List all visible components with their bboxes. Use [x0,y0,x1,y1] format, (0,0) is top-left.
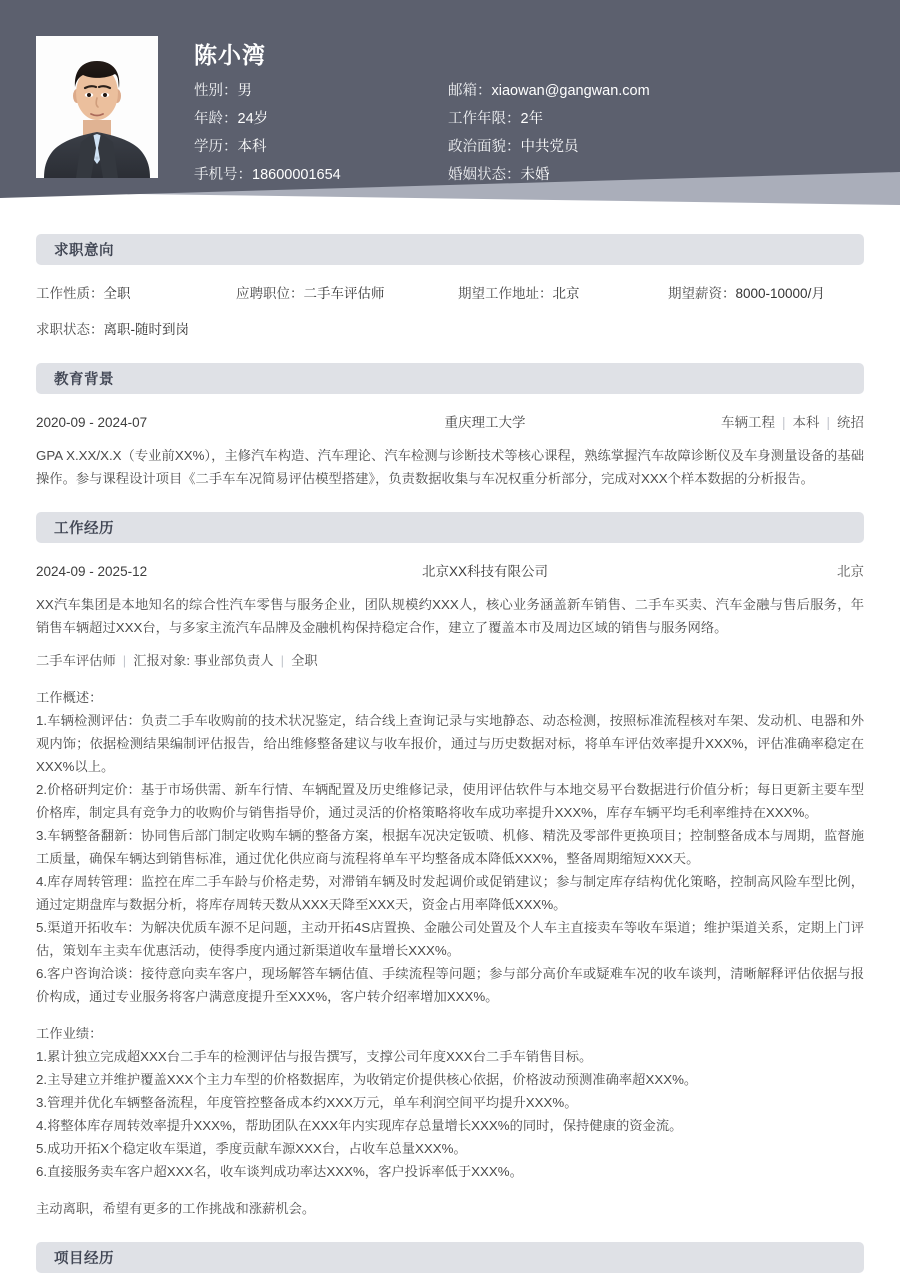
info-marital [448,166,650,184]
section-education [36,363,864,490]
education-degree: 本科 [792,415,820,430]
work-achievements-block [36,1022,864,1183]
info-email-value: xiaowan@gangwan.com [491,83,650,99]
section-project-experience [36,1242,864,1273]
work-achievement-item: 5.成功开拓X个稳定收车渠道，季度贡献车源XXX台，占收车总量XXX%。 [36,1141,467,1156]
resume-header [0,0,900,206]
info-gender-label: 性别： [194,83,238,99]
work-achievement-item: 1.累计独立完成超XXX台二手车的检测评估与报告撰写，支撑公司年度XXX台二手车销售目标。 [36,1049,593,1064]
info-email-label: 邮箱： [448,83,492,99]
info-phone [194,166,448,184]
education-admission: 统招 [837,415,864,430]
work-achievements-label: 工作业绩： [36,1026,103,1041]
education-entry-meta [36,412,864,434]
divider: | [122,653,127,668]
divider: | [826,415,830,430]
intent-job-type-value: 全职 [103,286,131,301]
info-education-label: 学历： [194,139,238,155]
work-duties-label: 工作概述： [36,690,103,705]
work-achievement-item: 4.将整体库存周转效率提升XXX%，帮助团队在XXX年内实现库存总量增长XXX%的同时，保持健康的资金流。 [36,1118,683,1133]
work-role-tags [36,649,864,672]
divider: | [280,653,285,668]
education-description: GPA X.XX/X.X（专业前XX%），主修汽车构造、汽车理论、汽车检测与诊断技术等核心课程，熟练掌握汽车故障诊断仪及车身测量设备的基础操作。参与课程设计项目《二手车车况简易评估模型搭建》，负责数据收集与车况权重分析部分，完成对XXX个样本数据的分析报告。 [36,448,864,486]
info-political-value: 中共党员 [520,139,579,155]
job-intention-row-2 [36,319,864,341]
work-duties-block [36,686,864,1008]
section-header-work [36,512,864,543]
intent-position-value: 二手车评估师 [303,286,385,301]
info-email [448,82,650,100]
info-marital-value: 未婚 [520,167,550,183]
intent-salary-label: 期望薪资： [668,286,736,301]
info-years-label: 工作年限： [448,111,521,127]
section-header-education [36,363,864,394]
work-company: 北京XX科技有限公司 [421,564,548,579]
section-title: 求职意向 [54,243,114,259]
work-achievement-item: 2.主导建立并维护覆盖XXX个主力车型的价格数据库，为收销定价提供核心依据，价格波动预测准确率超XXX%。 [36,1072,698,1087]
info-age-value: 24岁 [237,111,269,127]
work-duty-item: 3.车辆整备翻新：协同售后部门制定收购车辆的整备方案，根据车况决定钣喷、机修、精洗及零部件更换项目；控制整备成本与周期，监督施工质量，确保车辆达到销售标准，通过优化供应商与流程将单车平均整备成本降低XXX%，整备周期缩短XXX天。 [36,828,864,866]
work-duty-item: 4.库存周转管理：监控在库二手车龄与价格走势，对滞销车辆及时发起调价或促销建议；参与制定库存结构优化策略，控制高风险车型比例，通过定期盘库与数据分析，将库存周转天数从XXX天降至XXX天，资金占用率降低XXX%。 [36,874,864,912]
intent-location-value: 北京 [552,286,580,301]
info-political [448,138,650,156]
info-gender-value: 男 [237,83,252,99]
intent-status-value: 离职-随时到岗 [103,322,189,337]
section-work-experience [36,512,864,1220]
intent-position-label: 应聘职位： [236,286,304,301]
intent-status [36,319,189,341]
intent-salary [668,283,825,305]
education-school: 重庆理工大学 [444,415,526,430]
work-location: 北京 [837,564,864,579]
intent-salary-value: 8000-10000/月 [735,286,825,301]
work-closing-note: 主动离职，希望有更多的工作挑战和涨薪机会。 [36,1201,316,1216]
section-title: 项目经历 [54,1251,114,1267]
divider: | [781,415,786,430]
info-age [194,110,448,128]
work-duty-item: 6.客户咨询洽谈：接待意向卖车客户，现场解答车辆估值、手续流程等问题；参与部分高价车或疑难车况的收车谈判，清晰解释评估依据与报价构成，通过专业服务将客户满意度提升至XXX%，客户转介绍率增加XXX%。 [36,966,864,1004]
candidate-photo [36,36,158,178]
work-duty-item: 5.渠道开拓收车：为解决优质车源不足问题，主动开拓4S店置换、金融公司处置及个人车主直接卖车等收车渠道；维护渠道关系，定期上门评估，策划车主卖车优惠活动，使得季度内通过新渠道收车量增长XXX%。 [36,920,864,958]
section-title: 教育背景 [54,372,114,388]
section-header-job-intention [36,234,864,265]
intent-job-type [36,283,236,305]
candidate-info-grid [194,82,650,184]
info-age-label: 年龄： [194,111,238,127]
work-duty-item: 2.价格研判定价：基于市场供需、新车行情、车辆配置及历史维修记录，使用评估软件与本地交易平台数据进行价值分析；每日更新主要车型价格库，制定具有竞争力的收购价与销售指导价，通过灵活的价格策略将收车成功率提升XXX%，库存车辆平均毛利率维持在XXX%。 [36,782,864,820]
info-phone-value: 18600001654 [252,167,341,183]
work-achievement-item: 6.直接服务卖车客户超XXX名，收车谈判成功率达XXX%，客户投诉率低于XXX%。 [36,1164,523,1179]
work-date: 2024-09 - 2025-12 [36,564,148,579]
work-employment-type: 全职 [291,653,318,668]
info-years [448,110,650,128]
info-marital-label: 婚姻状态： [448,167,521,183]
education-tags [634,412,864,434]
work-achievement-item: 3.管理并优化车辆整备流程，年度管控整备成本约XXX万元，单车利润空间平均提升XXX%。 [36,1095,578,1110]
education-date: 2020-09 - 2024-07 [36,415,148,430]
intent-location [458,283,668,305]
intent-job-type-label: 工作性质： [36,286,104,301]
section-header-project [36,1242,864,1273]
info-gender [194,82,448,100]
intent-position [236,283,458,305]
info-political-label: 政治面貌： [448,139,521,155]
education-major: 车辆工程 [720,415,775,430]
candidate-name: 陈小湾 [194,42,266,68]
work-company-intro: XX汽车集团是本地知名的综合性汽车零售与服务企业，团队规模约XXX人，核心业务涵盖新车销售、二手车买卖、汽车金融与售后服务，年销售车辆超过XXX台，与多家主流汽车品牌及金融机构保持稳定合作，建立了覆盖本市及周边区域的销售与服务网络。 [36,597,864,635]
work-entry-meta [36,561,864,583]
work-role-title: 二手车评估师 [36,653,116,668]
work-report-to: 汇报对象: 事业部负责人 [133,653,274,668]
job-intention-row-1 [36,283,864,305]
intent-location-label: 期望工作地址： [458,286,553,301]
info-education [194,138,448,156]
info-years-value: 2年 [520,111,544,127]
section-title: 工作经历 [54,521,114,537]
work-duty-item: 1.车辆检测评估：负责二手车收购前的技术状况鉴定，结合线上查询记录与实地静态、动态检测，按照标准流程核对车架、发动机、电器和外观内饰；依据检测结果编制评估报告，给出维修整备建议与收车报价，通过与历史数据对标，将单车评估效率提升XXX%，评估准确率稳定在XXX%以上。 [36,713,864,774]
intent-status-label: 求职状态： [36,322,104,337]
section-job-intention [36,234,864,341]
info-education-value: 本科 [237,139,267,155]
info-phone-label: 手机号： [194,167,252,183]
